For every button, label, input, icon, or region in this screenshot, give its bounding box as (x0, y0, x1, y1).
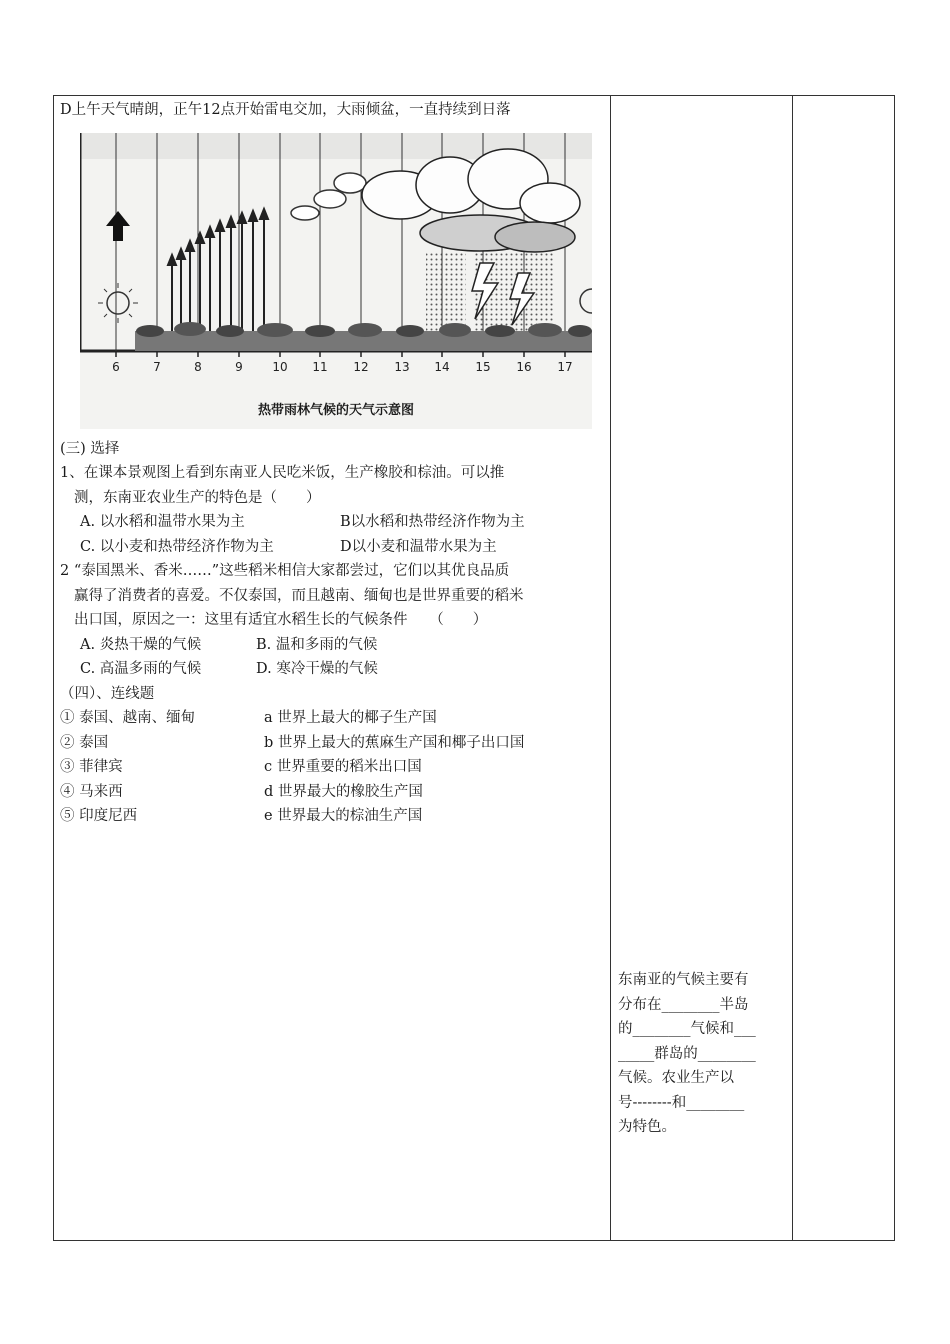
summary-line-7: 为特色。 (618, 1119, 676, 1135)
hour-label-12: 12 (353, 359, 369, 374)
hour-label-13: 13 (394, 359, 410, 374)
q1-options-ab (60, 510, 606, 535)
weather-figure (80, 133, 592, 429)
match-right-a: a 世界上最大的椰子生产国 (264, 710, 437, 726)
hour-label-7: 7 (153, 359, 161, 374)
match-row (60, 780, 606, 805)
table-frame (53, 95, 895, 1241)
match-right-d: d 世界最大的橡胶生产国 (264, 783, 423, 800)
sun-icon (98, 283, 138, 323)
q2-line2: 赢得了消费者的喜爱。不仅泰国，而且越南、缅甸也是世界重要的稻米 (74, 587, 524, 604)
match-right-e: e 世界最大的棕油生产国 (264, 808, 423, 824)
hour-label-17: 17 (557, 359, 573, 374)
summary-line-2: 分布在________半岛 (618, 996, 749, 1013)
match-left-5: ⑤ 印度尼西 (60, 808, 138, 824)
hour-label-10: 10 (272, 359, 288, 374)
match-left-4: ④ 马来西 (60, 783, 123, 800)
hour-label-14: 14 (434, 359, 450, 374)
match-row (60, 731, 606, 756)
summary-column (618, 968, 786, 1140)
main-column (60, 98, 606, 829)
q2-option-b: B. 温和多雨的气候 (256, 636, 378, 653)
q1-option-c: C. 以小麦和热带经济作物为主 (80, 538, 274, 555)
match-row (60, 804, 606, 829)
figure-caption: 热带雨林气候的天气示意图 (257, 402, 414, 418)
rainforest-weather-diagram (80, 133, 592, 429)
q2-options-cd (60, 657, 606, 682)
match-right-b: b 世界上最大的蕉麻生产国和椰子出口国 (264, 734, 525, 751)
q2-line3: 出口国，原因之一：这里有适宜水稻生长的气候条件 （ ） (74, 612, 488, 628)
q1-option-a: A. 以水稻和温带水果为主 (80, 514, 245, 530)
column-divider-1 (610, 96, 611, 1240)
q2-option-d: D. 寒冷干燥的气候 (256, 661, 378, 677)
match-left-1: ① 泰国、越南、缅甸 (60, 710, 196, 726)
q2-options-ab (60, 633, 606, 658)
summary-line-6: 号--------和________ (618, 1094, 745, 1111)
rising-air-arrows (168, 209, 268, 331)
q1-options-cd (60, 535, 606, 560)
q1-option-b: B以水稻和热带经济作物为主 (340, 514, 525, 530)
hour-label-11: 11 (312, 359, 328, 374)
big-up-arrow-icon (106, 211, 130, 241)
match-row (60, 706, 606, 731)
section3-heading: (三) 选择 (60, 440, 120, 457)
hour-label-6: 6 (112, 359, 120, 374)
storm-cloud-icon (362, 149, 580, 252)
sun-icon-right (580, 289, 592, 313)
hour-label-8: 8 (194, 359, 202, 374)
hour-label-9: 9 (235, 359, 243, 374)
hour-label-15: 15 (475, 359, 491, 374)
summary-line-5: 气候。农业生产以 (618, 1070, 734, 1086)
match-right-c: c 世界重要的稻米出口国 (264, 759, 422, 775)
hour-label-16: 16 (516, 359, 532, 374)
q1-line1: 1、在课本景观图上看到东南亚人民吃米饭，生产橡胶和棕油。可以推 (60, 465, 505, 481)
match-row (60, 755, 606, 780)
q1-line2: 测，东南亚农业生产的特色是（ ） (74, 489, 321, 506)
small-cloud-icon (291, 173, 366, 220)
match-left-3: ③ 菲律宾 (60, 759, 123, 775)
match-left-2: ② 泰国 (60, 734, 109, 751)
q2-line1: 2 “泰国黑米、香米……”这些稻米相信大家都尝过，它们以其优良品质 (60, 563, 510, 579)
q1-option-d: D以小麦和温带水果为主 (340, 538, 497, 555)
q2-option-c: C. 高温多雨的气候 (80, 661, 202, 677)
summary-line-1: 东南亚的气候主要有 (618, 972, 749, 988)
section4-heading: （四）、连线题 (60, 685, 155, 702)
column-divider-2 (792, 96, 793, 1240)
summary-line-3: 的________气候和___ (618, 1021, 756, 1037)
summary-line-4: _____群岛的________ (618, 1045, 756, 1062)
q2-option-a: A. 炎热干燥的气候 (80, 636, 202, 653)
intro-line: D上午天气晴朗，正午12点开始雷电交加，大雨倾盆，一直持续到日落 (60, 102, 511, 118)
